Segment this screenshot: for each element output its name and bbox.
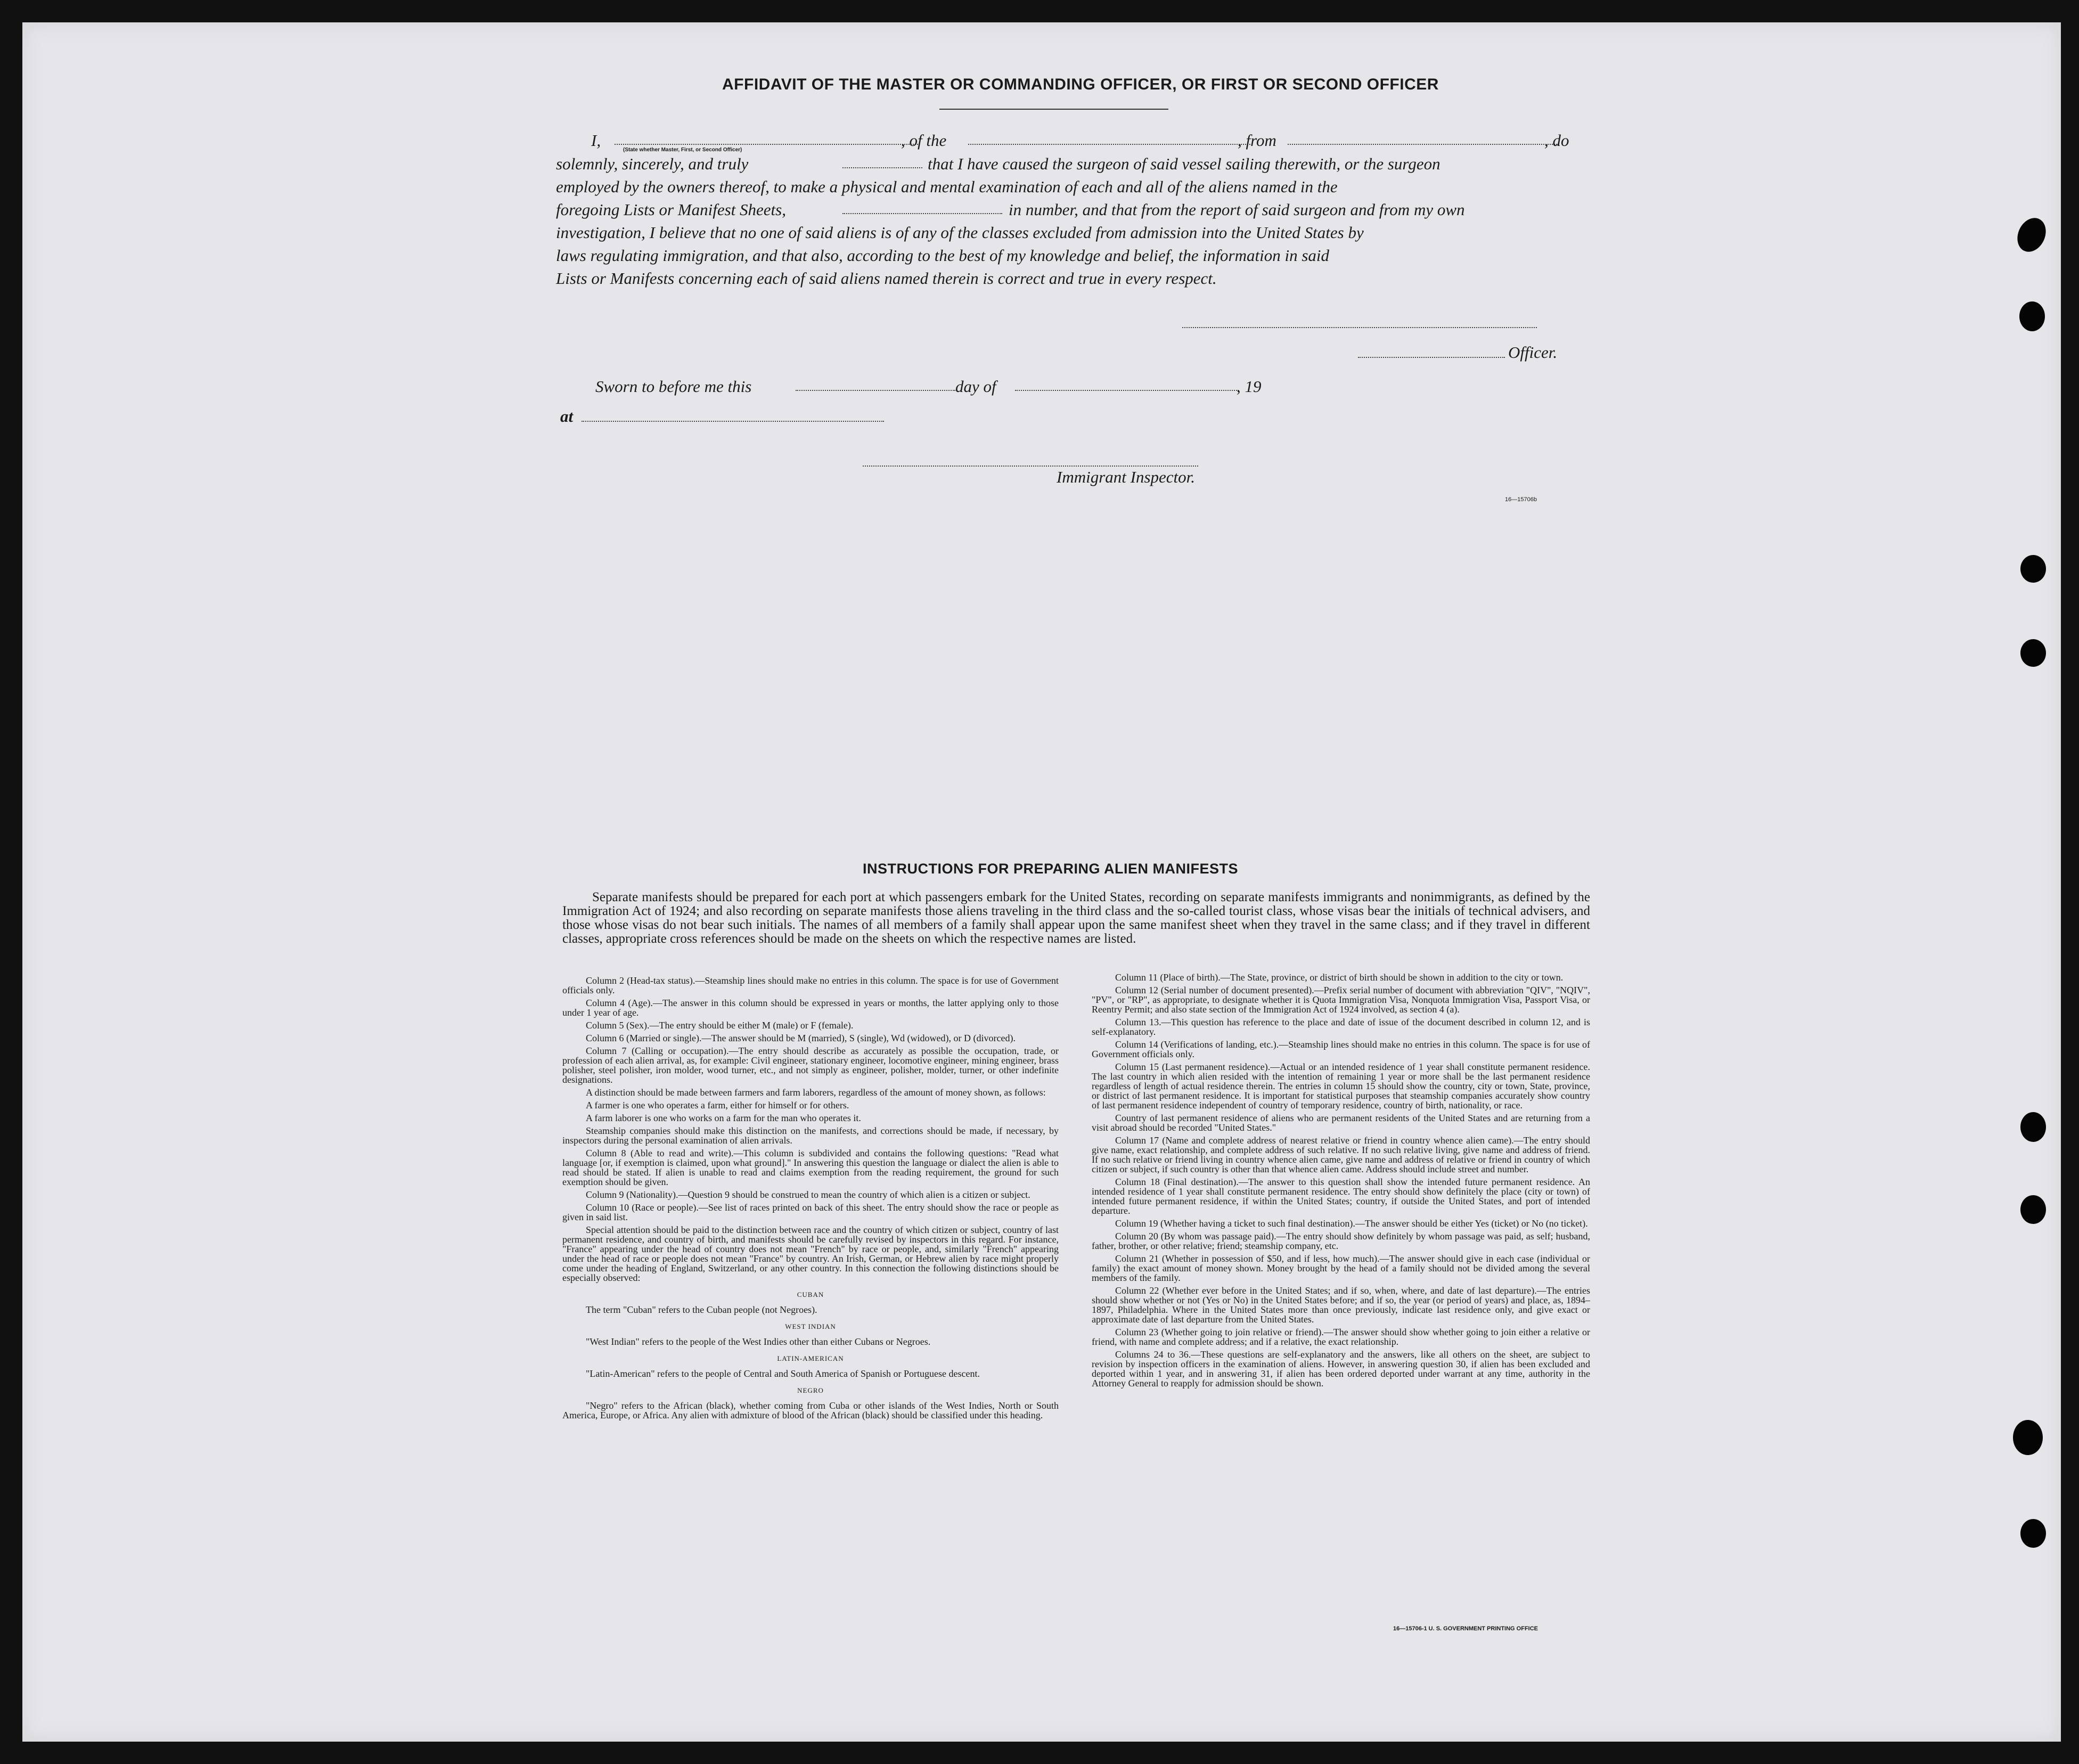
- negro-caption: NEGRO: [797, 1386, 824, 1394]
- left-paragraph: Column 9 (Nationality).—Question 9 should be construed to mean the country of which alien is a citizen or subject.: [586, 1189, 1030, 1200]
- right-column: [1092, 973, 1590, 1391]
- swear-blank: [842, 167, 922, 168]
- sworn-label: Sworn to before me this: [595, 377, 752, 396]
- left-paragraph: Column 6 (Married or single).—The answer should be M (married), S (single), Wd (widowed), or D (divorced).: [586, 1033, 1016, 1043]
- right-paragraph: Column 12 (Serial number of document presented).—Prefix serial number of document with abbreviation "QIV", "NQIV", "PV", or "RP", as appropriate, to designate whether it is Quota Immigration Visa, Nonquota Immigration Visa, Passport Visa, or Reentry Permit; and also state section of the Immigration Act of 1924 involved, as section 4 (a).: [1092, 985, 1590, 1015]
- affidavit-line2a: solemnly, sincerely, and truly: [556, 154, 749, 173]
- place-blank: [582, 421, 884, 422]
- west-indian-caption: WEST INDIAN: [785, 1322, 836, 1330]
- affidavit-i: I,: [591, 131, 601, 150]
- title-rule: [939, 109, 1168, 110]
- inspector-line: [863, 466, 1198, 467]
- cuban-text: The term "Cuban" refers to the Cuban people (not Negroes).: [586, 1304, 817, 1315]
- count-blank: [842, 213, 1002, 214]
- signature-line: [1182, 327, 1537, 328]
- negro-text: "Negro" refers to the African (black), whether coming from Cuba or other islands of the West Indies, North or South America, Europe, or Africa. Any alien with admixture of blood of the African (black) should be classified under this heading.: [562, 1400, 1059, 1420]
- right-paragraph: Column 14 (Verifications of landing, etc.).—Steamship lines should make no entries in this column. The space is for use of Government officials only.: [1092, 1039, 1590, 1059]
- punch-hole: [2012, 214, 2051, 257]
- form-code: 16—15706b: [1505, 496, 1537, 503]
- right-paragraph: Column 20 (By whom was passage paid).—The entry should show definitely by whom passage was paid, as self; husband, father, brother, or other relative; friend; steamship company, etc.: [1092, 1231, 1590, 1251]
- right-paragraph: Column 17 (Name and complete address of nearest relative or friend in country whence alien came).—The entry should give name, exact relationship, and complete address of such relative. If no such relative living, give name and address of friend. If no such relative or friend living in country whence alien came, give name and address of relative or friend in country of which citizen or subject, if such country is other than that whence alien came. Address should include street and number.: [1092, 1135, 1590, 1174]
- inspector-label: Immigrant Inspector.: [1057, 468, 1196, 486]
- footer-code: 16—15706-1 U. S. GOVERNMENT PRINTING OFFICE: [1393, 1626, 1538, 1632]
- right-paragraph: Column 21 (Whether in possession of $50, and if less, how much).—The answer should give in each case (individual or family) the exact amount of money shown. Money brought by the head of a family should not be divided among the several members of the family.: [1092, 1253, 1590, 1283]
- instructions-intro: [562, 891, 1590, 946]
- affidavit-from: , from: [1238, 131, 1276, 150]
- right-paragraph: Column 11 (Place of birth).—The State, province, or district of birth should be shown in addition to the city or town.: [1115, 972, 1564, 983]
- sworn-month-blank: [1015, 390, 1239, 391]
- affidavit-title: AFFIDAVIT OF THE MASTER OR COMMANDING OFFICER, OR FIRST OR SECOND OFFICER: [722, 76, 1439, 93]
- right-paragraph: Column 22 (Whether ever before in the United States; and if so, when, where, and date of last departure).—The entries should show whether or not (Yes or No) in the United States before; and if so, the year (or period of years) and place, as, 1894–1897, Philadelphia. Where in the United States more than once previously, indicate last residence only, and give exact or approximate date of last departure from the United States.: [1092, 1285, 1590, 1325]
- punch-hole: [2020, 1195, 2046, 1224]
- right-paragraph: Country of last permanent residence of aliens who are permanent residents of the United States and are returning from a visit abroad should be recorded "United States.": [1092, 1113, 1590, 1133]
- document-sheet: [22, 22, 2061, 1742]
- cuban-caption: CUBAN: [797, 1291, 824, 1298]
- right-paragraph: Column 18 (Final destination).—The answer to this question shall show the intended future permanent residence. An intended residence of 1 year shall constitute permanent residence. The entry should show definitely the place (city or town) of intended future permanent residence, if within the United States; country, if outside the United States, and port of intended departure.: [1092, 1177, 1590, 1216]
- state-note: (State whether Master, First, or Second Officer): [623, 147, 742, 153]
- right-paragraph: Column 13.—This question has reference to the place and date of issue of the document described in column 12, and is self-explanatory.: [1092, 1017, 1590, 1037]
- affidavit-of-the: , of the: [901, 131, 947, 150]
- right-paragraph: Columns 24 to 36.—These questions are self-explanatory and the answers, like all others on the sheet, are subject to revision by inspection officers in the examination of aliens. However, in answering question 30, if alien has been excluded and deported within 1 year, and in answering 31, if alien has been ordered deported under warrant at any time, authority in the Attorney General to reapply for admission should be shown.: [1092, 1349, 1590, 1389]
- affidavit-do: , do: [1544, 131, 1569, 150]
- left-paragraph: Column 7 (Calling or occupation).—The entry should describe as accurately as possible the occupation, trade, or profession of each alien arrival, as, for example: Civil engineer, stationary engineer, locomotive engineer, mining engineer, brass polisher, steel polisher, iron molder, wood turner, etc., and not simply as engineer, polisher, molder, turner, or other indefinite designations.: [562, 1046, 1059, 1085]
- punch-hole: [2013, 1420, 2043, 1455]
- vessel-blank: [968, 144, 1250, 145]
- left-column: [562, 976, 1059, 1423]
- at-label: at: [560, 407, 574, 426]
- punch-hole: [2019, 301, 2045, 331]
- west-indian-text: "West Indian" refers to the people of the West Indies other than either Cubans or Negroes.: [586, 1336, 931, 1347]
- affidavit-line7: Lists or Manifests concerning each of said aliens named therein is correct and true in every respect.: [556, 269, 1217, 288]
- intro-paragraph: Separate manifests should be prepared for each port at which passengers embark for the United States, recording on separate manifests immigrants and nonimmigrants, as defined by the Immigration Act of 1924; and also recording on separate manifests those aliens traveling in the third class and the so-called tourist class, whose visas bear the initials of technical advisers, and those whose visas do not bear such initials. The names of all members of a family shall appear upon the same manifest sheet when they travel in the same class; and if they travel in different classes, appropriate cross references should be made on the sheets on which the respective names are listed.: [562, 890, 1590, 946]
- right-paragraph: Column 15 (Last permanent residence).—Actual or an intended residence of 1 year shall constitute permanent residence. The last country in which alien resided with the intention of remaining 1 year or more shall be the last permanent residence regardless of length of actual residence therein. The entries in column 15 should show the country, city or town, State, province, or district of last permanent residence. It is important for statistical purposes that steamship companies accurately show country of last permanent residence independent of country of temporary residence, country of birth, nationality, or race.: [1092, 1061, 1590, 1110]
- left-paragraph: Column 10 (Race or people).—See list of races printed on back of this sheet. The entry should show the race or people as given in said list.: [562, 1202, 1059, 1222]
- left-paragraph: A distinction should be made between farmers and farm laborers, regardless of the amount of money shown, as follows:: [586, 1087, 1046, 1098]
- left-paragraph: A farm laborer is one who works on a farm for the man who operates it.: [586, 1113, 861, 1123]
- punch-hole: [2020, 1519, 2046, 1548]
- left-paragraph: A farmer is one who operates a farm, either for himself or for others.: [586, 1100, 849, 1110]
- port-blank: [1288, 144, 1559, 145]
- left-paragraph: Column 8 (Able to read and write).—This column is subdivided and contains the following questions: "Read what language [or, if exemption is claimed, upon what ground]." In answering this question the language or dialect the alien is able to read should be stated. If alien is unable to read and claims exemption from the reading requirement, the ground for such exemption should be given.: [562, 1148, 1059, 1187]
- year-label: , 19: [1237, 377, 1262, 396]
- affidavit-line4b: in number, and that from the report of said surgeon and from my own: [1009, 200, 1465, 219]
- affidavit-line3: employed by the owners thereof, to make a physical and mental examination of each and all of the aliens named in the: [556, 177, 1338, 196]
- instructions-title: INSTRUCTIONS FOR PREPARING ALIEN MANIFESTS: [863, 861, 1239, 877]
- affidavit-line2b: that I have caused the surgeon of said vessel sailing therewith, or the surgeon: [928, 154, 1440, 173]
- right-paragraph: Column 19 (Whether having a ticket to such final destination).—The answer should be either Yes (ticket) or No (no ticket).: [1115, 1218, 1588, 1229]
- left-paragraph: Special attention should be paid to the distinction between race and the country of which citizen or subject, country of last permanent residence, and country of birth, and manifests should be carefully revised by inspectors in this regard. For instance, "France" appearing under the head of country does not mean "French" by race or people, and, similarly "French" appearing under the head of race or people does not mean "France" by country. An Irish, German, or Hebrew alien by race might properly come under the heading of England, Switzerland, or any other country. In this connection the following distinctions should be especially observed:: [562, 1224, 1059, 1283]
- affidavit-line5: investigation, I believe that no one of said aliens is of any of the classes excluded from admission into the United States by: [556, 223, 1364, 242]
- punch-hole: [2020, 555, 2046, 583]
- left-paragraph: Steamship companies should make this distinction on the manifests, and corrections should be made, if necessary, by inspectors during the personal examination of alien arrivals.: [562, 1125, 1059, 1146]
- affidavit-line6: laws regulating immigration, and that also, according to the best of my knowledge and belief, the information in said: [556, 246, 1330, 265]
- latin-american-text: "Latin-American" refers to the people of Central and South America of Spanish or Portuguese descent.: [586, 1368, 980, 1379]
- left-paragraph: Column 4 (Age).—The answer in this column should be expressed in years or months, the latter applying only to those under 1 year of age.: [562, 998, 1059, 1018]
- left-paragraph: Column 2 (Head-tax status).—Steamship lines should make no entries in this column. The space is for use of Government officials only.: [562, 975, 1059, 995]
- affidavit-line4a: foregoing Lists or Manifest Sheets,: [556, 200, 786, 219]
- name-blank: [615, 144, 918, 145]
- latin-american-caption: LATIN-AMERICAN: [777, 1354, 844, 1362]
- officer-label: Officer.: [1508, 343, 1558, 362]
- left-paragraph: Column 5 (Sex).—The entry should be either M (male) or F (female).: [586, 1020, 854, 1031]
- officer-blank: [1358, 357, 1505, 358]
- right-paragraph: Column 23 (Whether going to join relative or friend).—The answer should show whether going to join either a relative or friend, with name and complete address; and if a relative, the exact relationship.: [1092, 1327, 1590, 1347]
- punch-hole: [2020, 1112, 2046, 1142]
- sworn-day-blank: [796, 390, 955, 391]
- punch-hole: [2020, 639, 2046, 667]
- day-of-label: day of: [955, 377, 996, 396]
